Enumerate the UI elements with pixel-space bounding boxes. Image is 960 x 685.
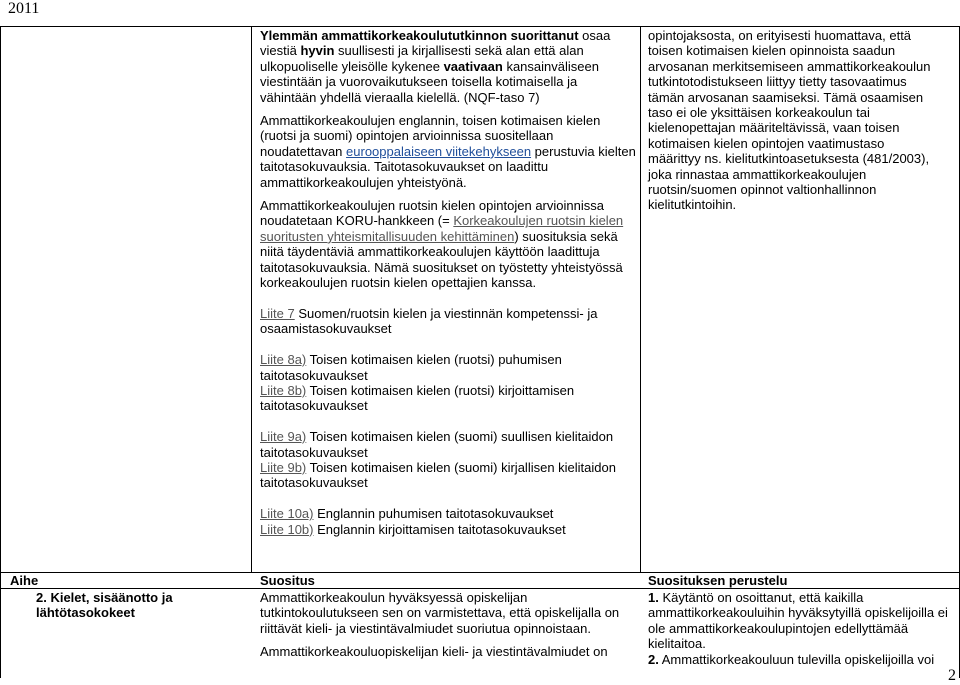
page-number: 2 [948, 667, 956, 684]
rationale-line: kielitutkintoihin. [648, 197, 737, 213]
appendix-8a-link[interactable]: Liite 8a) [260, 352, 307, 368]
rationale-continuation [648, 28, 956, 213]
rationale-line: kotimaisen kielen opintojen vaatimustaso [648, 135, 885, 151]
appendix-10a: Liite 10a) Englannin puhumisen taitotasokuvaukset [260, 506, 554, 522]
rationale-line: taso ei ole yksittäisen korkeakoulun tai [648, 105, 870, 121]
rationale-line: opintojaksosta, on erityisesti huomattava, että [648, 28, 912, 43]
appendix-8a: Liite 8a) Toisen kotimaisen kielen (ruotsi) puhumisen taitotasokuvaukset [260, 352, 562, 383]
assessment-paragraph: Ammattikorkeakoulujen englannin, toisen kotimaisen kielen (ruotsi ja suomi) opintojen arvioinnissa suositellaan noudatettavan eurooppalaiseen viitekehykseen perustuvia kielten taitotasokuvauksia. Taitotasokuvaukset on laadittu ammattikorkeakoulujen yhteistyönä. [260, 113, 636, 190]
table-left-border [0, 26, 1, 678]
appendix-10b: Liite 10b) Englannin kirjoittamisen taitotasokuvaukset [260, 521, 566, 537]
intro-text: suullisesti ja kirjallisesti sekä alan että alan ulkopuoliselle yleisölle kykenee [260, 43, 584, 74]
rationale-2: 2. Ammattikorkeakouluun tulevilla opiskelijoilla voi [648, 651, 935, 667]
koru-link[interactable]: Korkeakoulujen ruotsin kielen suoritusten yhteismitallisuuden kehittäminen [260, 213, 624, 244]
appendix-10a-link[interactable]: Liite 10a) [260, 506, 314, 522]
appendix-9a-link[interactable]: Liite 9a) [260, 429, 307, 445]
table-row-divider [0, 572, 960, 573]
appendix-7: Liite 7 Suomen/ruotsin kielen ja viestinnän kompetenssi- ja osaamistasokuvaukset [260, 305, 598, 337]
column-divider-1 [251, 26, 252, 572]
appendix-7-link[interactable]: Liite 7 [260, 305, 295, 321]
appendix-9a: Liite 9a) Toisen kotimaisen kielen (suomi) suullisen kielitaidon taitotasokuvaukset [260, 429, 614, 460]
header-recommendation: Suositus [260, 573, 315, 588]
appendix-8b: Liite 8b) Toisen kotimaisen kielen (ruotsi) kirjoittamisen taitotasokuvaukset [260, 382, 575, 414]
appendix-9b-link[interactable]: Liite 9b) [260, 459, 307, 475]
rationale-line: kielenopettajan määriteltävissä, vaan toisen [648, 120, 900, 136]
topic-cell: 2. Kielet, sisäänotto ja lähtötasokokeet [36, 590, 173, 621]
intro-emphasis: vaativaan [443, 58, 503, 74]
rationale-cell [648, 590, 956, 667]
table-top-border [0, 26, 960, 27]
intro-text: kansainväliseen viestintään ja vuorovaikutukseen toisella kotimaisella ja vähintään yhdellä vieraalla kielellä. [260, 58, 599, 105]
appendix-9b: Liite 9b) Toisen kotimaisen kielen (suomi) kirjallisen kielitaidon taitotasokuvaukset [260, 459, 616, 491]
rationale-line: määrittyy ns. kielitutkintoasetuksesta (481/2003), [648, 151, 930, 167]
recommendation-paragraph-1: Ammattikorkeakoulun hyväksyessä opiskelijan tutkintokoulutukseen sen on varmistettava, että opiskelijalla on riittävät kieli- ja viestintävalmiudet suoriutua opinnoistaan. [260, 590, 620, 636]
appendix-10b-link[interactable]: Liite 10b) [260, 521, 314, 537]
header-year: 2011 [8, 0, 40, 17]
rationale-line: toisen kotimaisen kielen opinnoista saadun [648, 43, 896, 59]
intro-paragraph [260, 28, 636, 105]
framework-link[interactable]: eurooppalaiseen viitekehykseen [346, 143, 532, 159]
recommendation-cell [260, 590, 636, 660]
recommendations-table [0, 26, 960, 678]
intro-text: osaa viestiä [260, 28, 611, 59]
rationale-1: 1. Käytäntö on osoittanut, että kaikilla ammattikorkeakouluihin hyväksytyillä opiskelijoilla ei ole ammattikorkeakoulupintojen edellyttämää kielitaitoa. [648, 590, 948, 652]
swedish-paragraph: Ammattikorkeakoulujen ruotsin kielen opintojen arvioinnissa noudatetaan KORU-hankkeen (= Korkeakoulujen ruotsin kielen suoritusten yhteismitallisuuden kehittäminen) suosituksia sekä niitä täydentäviä ammattikorkeakoulujen käyttöön laadittuja taitotasokuvauksia. Nämä suositukset on työstetty yhteistyössä korkeakoulujen ruotsin kielen opettajien kanssa. [260, 198, 624, 291]
column-divider-2 [640, 26, 641, 572]
rationale-line: ruotsin/suomen opinnot valtionhallinnon [648, 182, 877, 198]
rationale-line: joka rinnastaa ammattikorkeakoulujen [648, 166, 867, 182]
rationale-line: tutkintotodistukseen liittyy tietty tasovaatimus [648, 74, 907, 90]
recommendation-paragraph-2: Ammattikorkeakouluopiskelijan kieli- ja viestintävalmiudet on [260, 644, 608, 660]
rationale-line: arvosanan merkitsemiseen ammattikorkeakoulun [648, 58, 931, 74]
intro-text: (NQF-taso 7) [463, 89, 540, 105]
competence-description [260, 28, 636, 537]
intro-emphasis: Ylemmän ammattikorkeakoulututkinnon suorittanut [260, 28, 579, 43]
rationale-line: tämän arvosanan saamiseksi. Tämä osaamisen [648, 89, 924, 105]
header-topic: Aihe [10, 573, 39, 588]
header-bottom-border [0, 588, 960, 589]
header-rationale: Suosituksen perustelu [648, 573, 788, 588]
appendix-8b-link[interactable]: Liite 8b) [260, 382, 307, 398]
intro-emphasis: hyvin [300, 43, 335, 59]
